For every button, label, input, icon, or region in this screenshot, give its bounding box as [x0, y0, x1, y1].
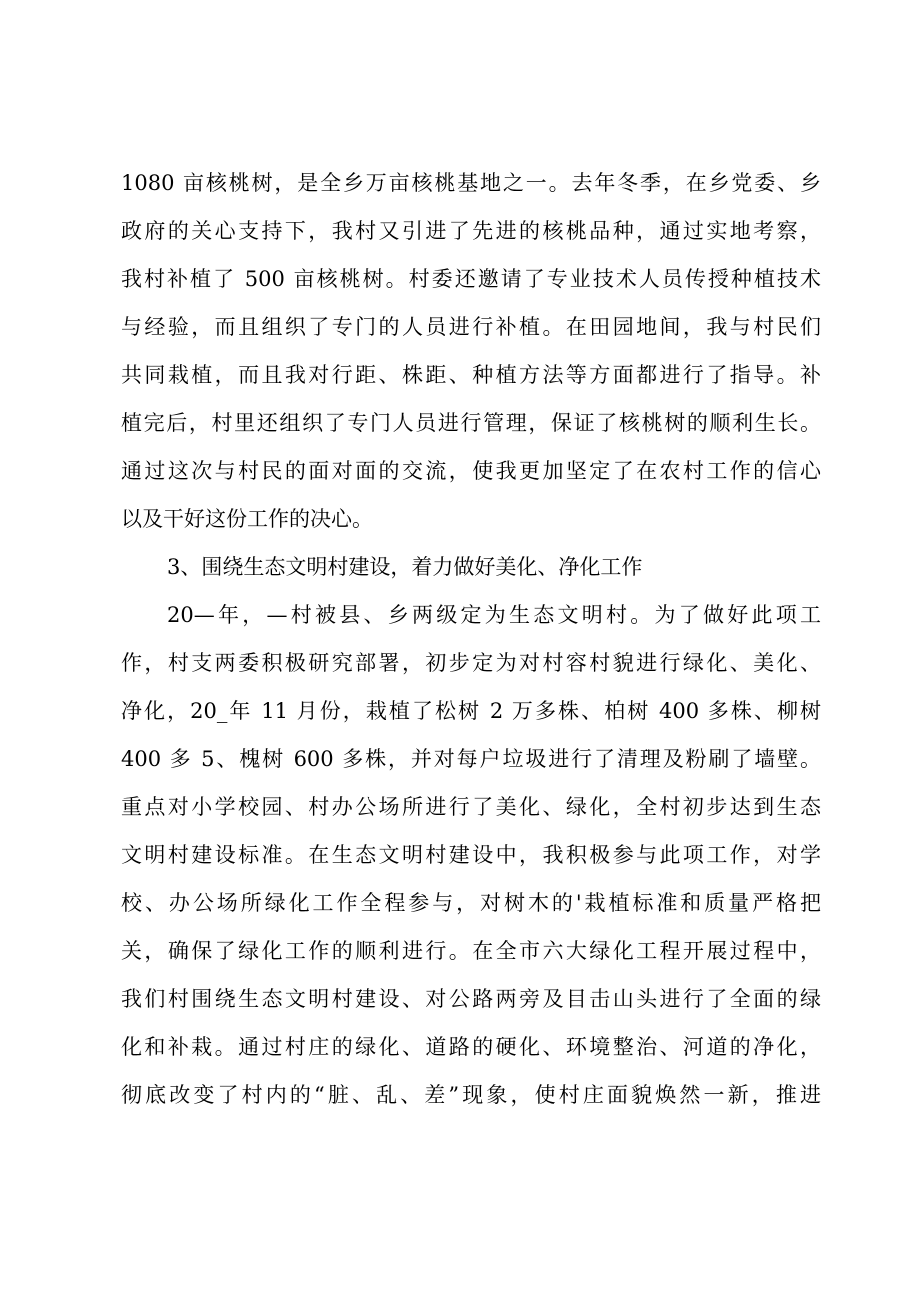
paragraph-2-line-8: 关，确保了绿化工作的顺利进行。在全市六大绿化工程开展过程中，	[121, 939, 821, 963]
paragraph-1-line-4: 与经验，而且组织了专门的人员进行补植。在田园地间，我与村民们	[121, 315, 821, 339]
paragraph-2-line-2: 作，村支两委积极研究部署，初步定为对村容村貌进行绿化、美化、	[121, 651, 821, 675]
paragraph-1-line-2: 政府的关心支持下，我村又引进了先进的核桃品种，通过实地考察，	[121, 219, 821, 243]
paragraph-2-line-7: 校、办公场所绿化工作全程参与，对树木的'栽植标准和质量严格把	[121, 891, 821, 915]
section-heading-3: 3、围绕生态文明村建设，着力做好美化、净化工作	[167, 555, 643, 579]
paragraph-1-line-8: 以及干好这份工作的决心。	[121, 507, 373, 531]
paragraph-2-line-3: 净化，20_年 11 月份，栽植了松树 2 万多株、柏树 400 多株、柳树	[121, 699, 821, 723]
paragraph-2-line-4: 400 多 5、槐树 600 多株，并对每户垃圾进行了清理及粉刷了墙壁。	[121, 747, 821, 771]
paragraph-1-line-7: 通过这次与村民的面对面的交流，使我更加坚定了在农村工作的信心	[121, 459, 821, 483]
paragraph-2-line-6: 文明村建设标准。在生态文明村建设中，我积极参与此项工作，对学	[121, 843, 821, 867]
paragraph-2-line-10: 化和补栽。通过村庄的绿化、道路的硬化、环境整治、河道的净化，	[121, 1035, 821, 1059]
paragraph-2-line-1: 20—年，—村被县、乡两级定为生态文明村。为了做好此项工	[167, 603, 821, 627]
paragraph-1-line-5: 共同栽植，而且我对行距、株距、种植方法等方面都进行了指导。补	[121, 363, 821, 387]
paragraph-1-line-6: 植完后，村里还组织了专门人员进行管理，保证了核桃树的顺利生长。	[121, 411, 821, 435]
paragraph-2-line-5: 重点对小学校园、村办公场所进行了美化、绿化，全村初步达到生态	[121, 795, 821, 819]
paragraph-1-line-1: 1080 亩核桃树，是全乡万亩核桃基地之一。去年冬季，在乡党委、乡	[121, 171, 821, 195]
paragraph-1-line-3: 我村补植了 500 亩核桃树。村委还邀请了专业技术人员传授种植技术	[121, 267, 821, 291]
paragraph-2-line-11: 彻底改变了村内的“脏、乱、差”现象，使村庄面貌焕然一新，推进	[121, 1083, 821, 1107]
paragraph-2-line-9: 我们村围绕生态文明村建设、对公路两旁及目击山头进行了全面的绿	[121, 987, 821, 1011]
